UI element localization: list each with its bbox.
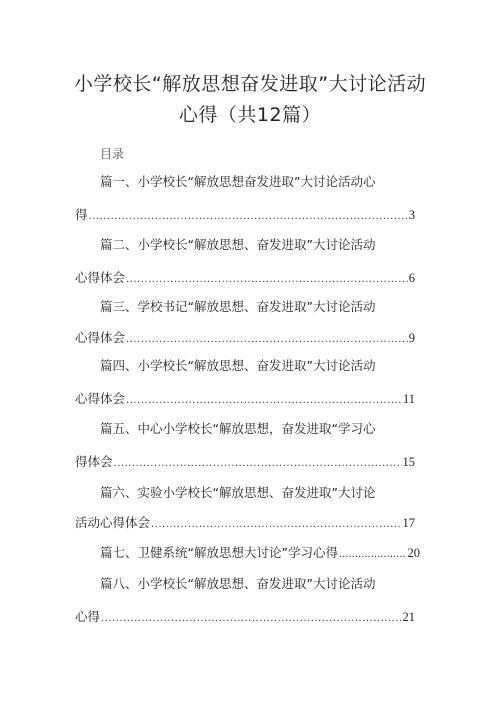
document-title-line-1: 小学校长“解放思想奋发进取”大讨论活动	[73, 73, 427, 95]
toc-page-number: 21	[402, 610, 415, 624]
toc-entry-continuation: 得体会	[75, 454, 113, 469]
toc-entry-title: 篇四、小学校长“解放思想、奋发进取”大讨论活动	[100, 358, 376, 373]
dot-leader	[126, 334, 408, 345]
toc-page-number: 20	[407, 546, 420, 560]
dot-leader	[114, 458, 402, 469]
toc-entry-title: 篇一、小学校长“解放思想奋发进取”大讨论活动心	[100, 174, 376, 189]
dot-leader	[126, 395, 402, 406]
toc-page-number: 15	[402, 455, 415, 469]
dot-leader	[89, 211, 408, 222]
toc-entry-7[interactable]	[100, 543, 420, 561]
toc-entry-continuation: 心得体会	[75, 391, 126, 406]
toc-entry-continuation: 活动心得体会	[75, 515, 151, 530]
toc-heading: 目录	[100, 147, 125, 161]
toc-page-number: 6	[408, 271, 415, 285]
toc-page-number: 11	[402, 392, 415, 406]
toc-entry-title: 篇三、学校书记“解放思想、奋发进取”大讨论活动	[100, 299, 376, 314]
toc-entry-continuation: 心得体会	[75, 330, 126, 345]
dot-leader	[339, 549, 407, 560]
toc-entry-continuation: 心得体会	[75, 270, 126, 285]
toc-entry-title: 篇六、实验小学校长“解放思想、奋发进取”大讨论	[100, 485, 376, 500]
toc-page-number: 3	[408, 208, 415, 222]
dot-leader	[151, 519, 401, 530]
toc-entry-continuation: 得	[75, 207, 88, 222]
toc-entry-title: 篇八、小学校长“解放思想、奋发进取”大讨论活动	[100, 576, 376, 591]
dot-leader	[126, 274, 408, 285]
toc-entry-title: 篇七、卫健系统“解放思想大讨论”学习心得	[100, 545, 338, 560]
toc-page-number: 17	[402, 516, 415, 530]
dot-leader	[101, 613, 401, 624]
toc-entry-title: 篇五、中心小学校长“解放思想，奋发进取“学习心	[100, 421, 376, 436]
document-title-line-2: 心得（共12篇）	[178, 104, 322, 126]
toc-entry-title: 篇二、小学校长“解放思想、奋发进取”大讨论活动	[100, 237, 376, 252]
toc-entry-continuation: 心得	[75, 609, 101, 624]
toc-page-number: 9	[408, 331, 415, 345]
